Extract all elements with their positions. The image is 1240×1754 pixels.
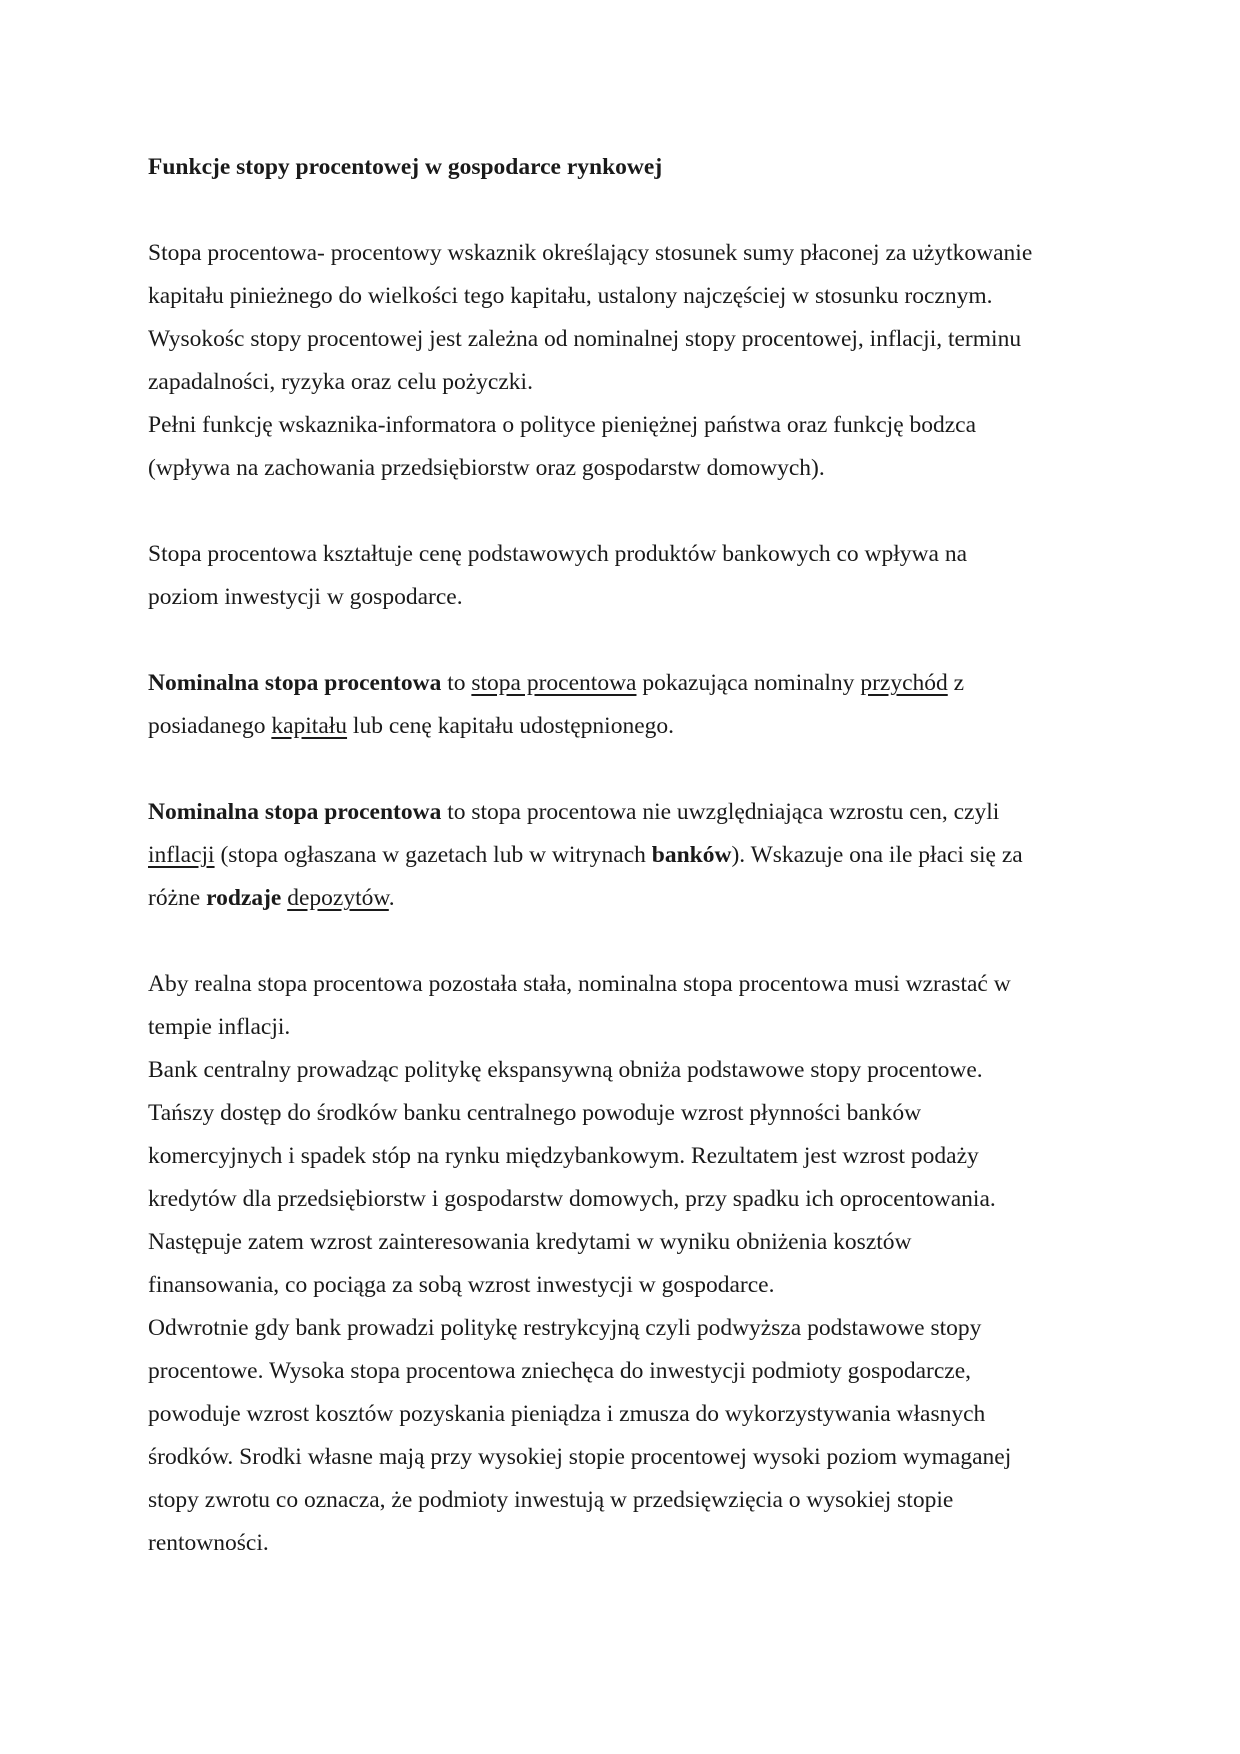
text-line: Odwrotnie gdy bank prowadzi politykę restrykcyjną czyli podwyższa podstawowe stopy [148, 1315, 982, 1341]
text-line: Stopa procentowa- procentowy wskaznik określający stosunek sumy płaconej za użytkowanie [148, 240, 1033, 266]
bold-term: Nominalna stopa procentowa [148, 670, 442, 696]
paragraph-definition [148, 232, 1098, 490]
bold-term: Nominalna stopa procentowa [148, 799, 442, 825]
text-line: kapitału pinieżnego do wielkości tego kapitału, ustalony najczęściej w stosunku rocznym. [148, 283, 993, 309]
text-line: komercyjnych i spadek stóp na rynku międzybankowym. Rezultatem jest wzrost podaży [148, 1143, 979, 1169]
bold-term: rodzaje [206, 885, 282, 911]
text-line: tempie inflacji. [148, 1014, 291, 1040]
text-line: poziom inwestycji w gospodarce. [148, 584, 463, 610]
document-page [148, 146, 1098, 1565]
link-depozytow[interactable]: depozytów [287, 885, 389, 911]
text-run: (stopa ogłaszana w gazetach lub w witrynach [214, 842, 652, 868]
text-line: Następuje zatem wzrost zainteresowania kredytami w wyniku obniżenia kosztów [148, 1229, 912, 1255]
text-line [148, 662, 1098, 705]
link-stopa-procentowa[interactable]: stopa procentowa [471, 670, 637, 696]
text-line [148, 791, 1098, 834]
paragraph-nominal-rate-1 [148, 662, 1098, 748]
text-run: to stopa procentowa nie uwzględniająca wzrostu cen, czyli [441, 799, 1000, 825]
text-run: różne [148, 885, 207, 911]
text-line: Tańszy dostęp do środków banku centralnego powoduje wzrost płynności banków [148, 1100, 922, 1126]
link-przychod[interactable]: przychód [860, 670, 948, 696]
text-run: z [947, 670, 965, 696]
text-run: . [388, 885, 395, 911]
text-run: ). Wskazuje ona ile płaci się za [731, 842, 1023, 868]
text-run: posiadanego [148, 713, 272, 739]
text-run: lub cenę kapitału udostępnionego. [347, 713, 675, 739]
link-inflacji[interactable]: inflacji [148, 842, 215, 868]
text-line: rentowności. [148, 1530, 269, 1556]
text-line: zapadalności, ryzyka oraz celu pożyczki. [148, 369, 533, 395]
text-line: kredytów dla przedsiębiorstw i gospodarstw domowych, przy spadku ich oprocentowania. [148, 1186, 996, 1212]
text-line: finansowania, co pociąga za sobą wzrost inwestycji w gospodarce. [148, 1272, 775, 1298]
text-line [148, 834, 1098, 877]
link-kapitalu[interactable]: kapitału [271, 713, 348, 739]
paragraph-nominal-rate-2 [148, 791, 1098, 920]
text-line: procentowe. Wysoka stopa procentowa zniechęca do inwestycji podmioty gospodarcze, [148, 1358, 971, 1384]
bold-term: banków [651, 842, 732, 868]
text-line: powoduje wzrost kosztów pozyskania pieniądza i zmusza do wykorzystywania własnych [148, 1401, 986, 1427]
text-line [148, 705, 1098, 748]
text-run: to [441, 670, 472, 696]
text-line: Bank centralny prowadząc politykę ekspansywną obniża podstawowe stopy procentowe. [148, 1057, 983, 1083]
text-line [148, 877, 1098, 920]
text-line: środków. Srodki własne mają przy wysokiej stopie procentowej wysoki poziom wymaganej [148, 1444, 1012, 1470]
paragraph-pricing [148, 533, 1098, 619]
text-line: Wysokośc stopy procentowej jest zależna od nominalnej stopy procentowej, inflacji, terminu [148, 326, 1022, 352]
paragraph-monetary-policy [148, 963, 1098, 1565]
document-title: Funkcje stopy procentowej w gospodarce rynkowej [148, 154, 663, 180]
text-line: Aby realna stopa procentowa pozostała stała, nominalna stopa procentowa musi wzrastać w [148, 971, 1011, 997]
text-line: Pełni funkcję wskaznika-informatora o polityce pieniężnej państwa oraz funkcję bodzca [148, 412, 977, 438]
text-line: (wpływa na zachowania przedsiębiorstw oraz gospodarstw domowych). [148, 455, 825, 481]
text-run: pokazująca nominalny [636, 670, 861, 696]
text-line: Stopa procentowa kształtuje cenę podstawowych produktów bankowych co wpływa na [148, 541, 968, 567]
text-line: stopy zwrotu co oznacza, że podmioty inwestują w przedsięwzięcia o wysokiej stopie [148, 1487, 954, 1513]
